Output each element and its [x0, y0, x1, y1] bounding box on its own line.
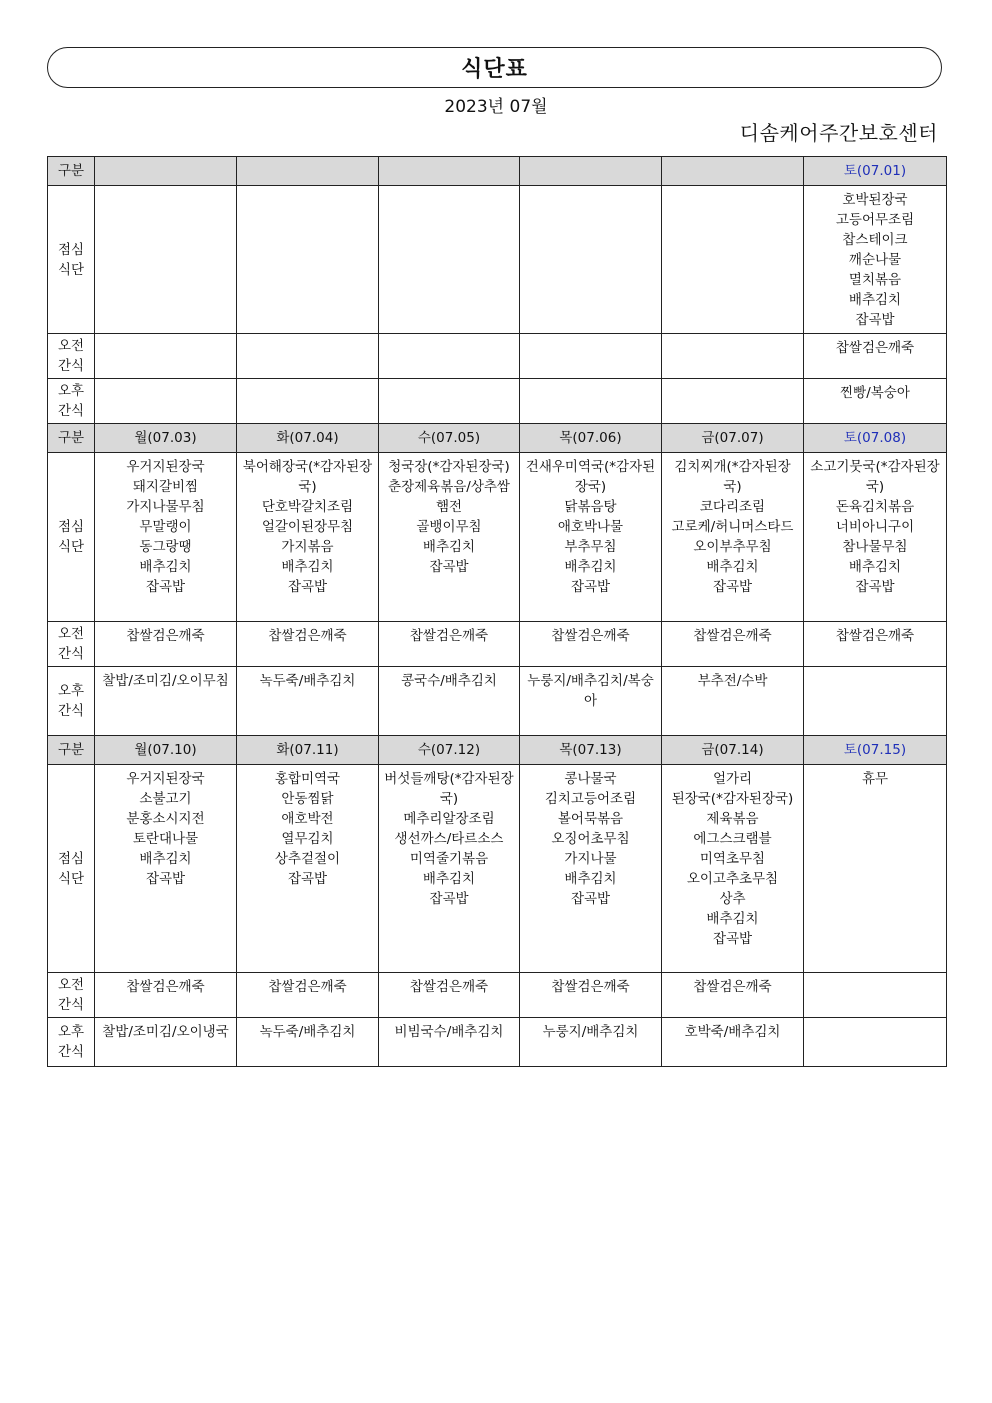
- snack-text: [662, 334, 803, 340]
- row-label-pm-snack: 오후 간식: [48, 667, 95, 736]
- pm-snack-cell: [662, 667, 804, 736]
- day-header: 금(07.07): [662, 424, 804, 453]
- am-snack-cell: [804, 622, 947, 667]
- menu-item: 북어해장국(*감자된장국): [242, 459, 373, 495]
- menu-item: 호박된장국: [842, 192, 908, 208]
- snack-text: 찹쌀검은깨죽: [409, 628, 489, 644]
- day-header: [520, 157, 662, 186]
- pm-snack-cell: [520, 1018, 662, 1067]
- lunch-cell: [662, 186, 804, 334]
- snack-text: 찰밥/조미김/오이냉국: [102, 1024, 229, 1040]
- snack-text: 비빔국수/배추김치: [394, 1024, 504, 1040]
- pm-snack-cell: [379, 1018, 520, 1067]
- week-header-row: [48, 424, 947, 453]
- lunch-cell: [379, 453, 520, 622]
- pm-snack-cell: [520, 379, 662, 424]
- menu-item: 상추: [719, 891, 746, 907]
- am-snack-cell: [662, 622, 804, 667]
- day-header: 목(07.06): [520, 424, 662, 453]
- pm-snack-cell: [237, 379, 379, 424]
- snack-text: [804, 973, 946, 979]
- menu-item: 깨순나물: [848, 252, 902, 268]
- menu-item: 잡곡밥: [145, 871, 186, 887]
- menu-item: 멸치볶음: [848, 272, 902, 288]
- menu-item: 잡곡밥: [855, 579, 895, 595]
- pm-snack-cell: [237, 667, 379, 736]
- menu-item: 찹스테이크: [842, 232, 908, 248]
- menu-item: 햄전: [435, 499, 463, 515]
- lunch-cell: [804, 453, 947, 622]
- menu-item: 고등어무조림: [835, 212, 915, 228]
- pm-snack-cell: [804, 667, 947, 736]
- day-header: 토(07.08): [804, 424, 947, 453]
- week-header-row: [48, 736, 947, 765]
- menu-item: 가지볶음: [281, 539, 334, 555]
- row-label-header: 구분: [48, 157, 95, 186]
- snack-text: 부추전/수박: [697, 673, 768, 689]
- menu-item: 미역줄기볶음: [409, 851, 489, 867]
- am-snack-cell: [379, 973, 520, 1018]
- pm-snack-cell: [379, 667, 520, 736]
- lunch-cell: [520, 765, 662, 973]
- am-snack-cell: [520, 622, 662, 667]
- pm-snack-cell: [804, 1018, 947, 1067]
- am-snack-cell: [95, 973, 237, 1018]
- snack-text: 찰밥/조미김/오이무침: [102, 673, 229, 689]
- snack-text: 찹쌀검은깨죽: [693, 979, 772, 995]
- lunch-cell: [95, 186, 237, 334]
- row-label-am-snack: 오전 간식: [48, 622, 95, 667]
- snack-text: 찹쌀검은깨죽: [551, 979, 630, 995]
- menu-item: 무말랭이: [139, 519, 192, 535]
- day-header: 화(07.11): [237, 736, 379, 765]
- am-snack-cell: [804, 973, 947, 1018]
- lunch-cell: [237, 186, 379, 334]
- day-header: [237, 157, 379, 186]
- snack-text: 찹쌀검은깨죽: [409, 979, 489, 995]
- am-snack-cell: [95, 334, 237, 379]
- menu-item: 휴무: [861, 771, 889, 787]
- am-snack-row: [48, 334, 947, 379]
- snack-text: [237, 379, 378, 385]
- snack-text: [95, 379, 236, 385]
- snack-text: 호박죽/배추김치: [684, 1024, 781, 1040]
- row-label-header: 구분: [48, 736, 95, 765]
- snack-text: 녹두죽/배추김치: [259, 673, 356, 689]
- center-name: 디솜케어주간보호센터: [739, 121, 938, 145]
- menu-item: 잡곡밥: [570, 579, 611, 595]
- menu-item: 돈육김치볶음: [835, 499, 915, 515]
- menu-item: 애호박전: [281, 811, 334, 827]
- menu-item: 에그스크램블: [693, 831, 772, 847]
- menu-item: 잡곡밥: [570, 891, 611, 907]
- am-snack-cell: [237, 622, 379, 667]
- row-label-am-snack: 오전 간식: [48, 334, 95, 379]
- pm-snack-cell: [804, 379, 947, 424]
- menu-item: 부추무침: [564, 539, 617, 555]
- snack-text: 찹쌀검은깨죽: [268, 979, 347, 995]
- menu-table: [47, 156, 947, 1067]
- menu-item: 춘장제육볶음/상추쌈: [388, 479, 510, 495]
- day-header: 목(07.13): [520, 736, 662, 765]
- menu-item: 김치찌개(*감자된장국): [674, 459, 791, 495]
- snack-text: [520, 379, 661, 385]
- menu-item: 닭볶음탕: [564, 499, 617, 515]
- pm-snack-cell: [95, 379, 237, 424]
- menu-item: 가지나물무침: [126, 499, 205, 515]
- menu-item: 배추김치: [139, 559, 192, 575]
- menu-item: 애호박나물: [557, 519, 624, 535]
- lunch-cell: [662, 765, 804, 973]
- menu-item: 참나물무침: [842, 539, 908, 555]
- day-header: 화(07.04): [237, 424, 379, 453]
- snack-text: 찹쌀검은깨죽: [551, 628, 630, 644]
- am-snack-cell: [237, 334, 379, 379]
- am-snack-cell: [662, 334, 804, 379]
- snack-text: [804, 1018, 946, 1024]
- menu-item: 배추김치: [281, 559, 334, 575]
- lunch-cell: [95, 765, 237, 973]
- pm-snack-cell: [237, 1018, 379, 1067]
- row-label-lunch: 점심 식단: [48, 453, 95, 622]
- day-header: 월(07.10): [95, 736, 237, 765]
- menu-item: 제육볶음: [706, 811, 759, 827]
- menu-item: 안동찜닭: [281, 791, 334, 807]
- snack-text: 누룽지/배추김치: [542, 1024, 639, 1040]
- menu-item: 배추김치: [564, 559, 617, 575]
- title-box: [47, 47, 942, 88]
- menu-item: 콩나물국: [564, 771, 617, 787]
- lunch-cell: [662, 453, 804, 622]
- snack-text: 찹쌀검은깨죽: [693, 628, 772, 644]
- lunch-cell: [520, 453, 662, 622]
- menu-item: 코다리조림: [699, 499, 766, 515]
- row-label-pm-snack: 오후 간식: [48, 379, 95, 424]
- menu-item: 고로케/허니머스타드: [671, 519, 794, 535]
- menu-item: 배추김치: [706, 559, 759, 575]
- lunch-cell: [804, 765, 947, 973]
- day-header: [662, 157, 804, 186]
- menu-item: 볼어묵볶음: [557, 811, 624, 827]
- menu-item: 건새우미역국(*감자된장국): [525, 459, 656, 495]
- day-header: 토(07.15): [804, 736, 947, 765]
- menu-item: 버섯들깨탕(*감자된장국): [384, 771, 514, 807]
- snack-text: [520, 334, 661, 340]
- snack-text: 찹쌀검은깨죽: [835, 340, 915, 356]
- pm-snack-cell: [379, 379, 520, 424]
- menu-item: 소불고기: [139, 791, 192, 807]
- menu-item: 단호박갈치조림: [261, 499, 354, 515]
- menu-item: 동그랑땡: [139, 539, 192, 555]
- day-header: 수(07.05): [379, 424, 520, 453]
- pm-snack-cell: [95, 1018, 237, 1067]
- page-title: 식단표: [461, 57, 528, 82]
- am-snack-row: [48, 622, 947, 667]
- menu-item: 오징어초무침: [551, 831, 630, 847]
- week-header-row: [48, 157, 947, 186]
- am-snack-cell: [237, 973, 379, 1018]
- menu-item: 배추김치: [848, 292, 902, 308]
- menu-item: 배추김치: [139, 851, 192, 867]
- menu-item: 생선까스/타르소스: [394, 831, 504, 847]
- menu-item: 김치고등어조림: [544, 791, 637, 807]
- day-header: 토(07.01): [804, 157, 947, 186]
- lunch-cell: [804, 186, 947, 334]
- pm-snack-row: [48, 667, 947, 736]
- snack-text: [379, 379, 519, 385]
- am-snack-cell: [95, 622, 237, 667]
- menu-item: 열무김치: [281, 831, 334, 847]
- menu-item: 홍합미역국: [274, 771, 341, 787]
- menu-item: 분홍소시지전: [126, 811, 205, 827]
- snack-text: 녹두죽/배추김치: [259, 1024, 356, 1040]
- menu-item: 배추김치: [848, 559, 902, 575]
- snack-text: 찹쌀검은깨죽: [835, 628, 915, 644]
- snack-text: 찹쌀검은깨죽: [126, 979, 205, 995]
- menu-item: 된장국(*감자된장국): [671, 791, 794, 807]
- menu-item: 배추김치: [706, 911, 759, 927]
- menu-item: 청국장(*감자된장국): [388, 459, 510, 475]
- menu-item: 우거지된장국: [126, 771, 205, 787]
- lunch-row: [48, 186, 947, 334]
- menu-item: 잡곡밥: [287, 871, 328, 887]
- am-snack-row: [48, 973, 947, 1018]
- menu-item: 미역초무침: [699, 851, 766, 867]
- menu-item: 배추김치: [422, 539, 476, 555]
- menu-item: 잡곡밥: [429, 559, 469, 575]
- snack-text: 찐빵/복숭아: [840, 385, 910, 401]
- menu-item: 얼갈이된장무침: [261, 519, 354, 535]
- snack-text: [237, 334, 378, 340]
- am-snack-cell: [520, 334, 662, 379]
- menu-item: 가지나물: [564, 851, 617, 867]
- am-snack-cell: [804, 334, 947, 379]
- day-header: 금(07.14): [662, 736, 804, 765]
- menu-item: 소고기뭇국(*감자된장국): [810, 459, 940, 495]
- lunch-cell: [520, 186, 662, 334]
- lunch-cell: [379, 186, 520, 334]
- snack-text: [95, 334, 236, 340]
- menu-item: 돼지갈비찜: [132, 479, 199, 495]
- menu-item: 잡곡밥: [855, 312, 895, 328]
- menu-item: 너비아니구이: [835, 519, 915, 535]
- row-label-pm-snack: 오후 간식: [48, 1018, 95, 1067]
- lunch-cell: [237, 453, 379, 622]
- menu-item: 메추리알장조림: [403, 811, 495, 827]
- lunch-row: [48, 453, 947, 622]
- menu-item: 잡곡밥: [712, 931, 753, 947]
- month-label: 2023년 07월: [444, 97, 548, 117]
- pm-snack-row: [48, 1018, 947, 1067]
- day-header: [95, 157, 237, 186]
- lunch-row: [48, 765, 947, 973]
- menu-item: 배추김치: [564, 871, 617, 887]
- menu-item: 토란대나물: [132, 831, 199, 847]
- snack-text: 찹쌀검은깨죽: [268, 628, 347, 644]
- day-header: 수(07.12): [379, 736, 520, 765]
- day-header: [379, 157, 520, 186]
- am-snack-cell: [379, 622, 520, 667]
- menu-item: 잡곡밥: [712, 579, 753, 595]
- lunch-cell: [237, 765, 379, 973]
- menu-item: 오이부추무침: [693, 539, 772, 555]
- row-label-lunch: 점심 식단: [48, 765, 95, 973]
- menu-item: 얼가리: [712, 771, 753, 787]
- am-snack-cell: [520, 973, 662, 1018]
- pm-snack-cell: [662, 1018, 804, 1067]
- pm-snack-cell: [520, 667, 662, 736]
- menu-item: 배추김치: [422, 871, 476, 887]
- menu-item: 우거지된장국: [126, 459, 205, 475]
- snack-text: 찹쌀검은깨죽: [126, 628, 205, 644]
- menu-item: 잡곡밥: [287, 579, 328, 595]
- menu-item: 상추겉절이: [274, 851, 341, 867]
- row-label-am-snack: 오전 간식: [48, 973, 95, 1018]
- menu-item: 잡곡밥: [429, 891, 469, 907]
- am-snack-cell: [662, 973, 804, 1018]
- snack-text: 콩국수/배추김치: [401, 673, 497, 689]
- menu-item: 잡곡밥: [145, 579, 186, 595]
- menu-item: 골뱅이무침: [416, 519, 482, 535]
- row-label-lunch: 점심 식단: [48, 186, 95, 334]
- row-label-header: 구분: [48, 424, 95, 453]
- day-header: 월(07.03): [95, 424, 237, 453]
- pm-snack-cell: [95, 667, 237, 736]
- snack-text: [804, 667, 946, 673]
- snack-text: 누룽지/배추김치/복숭아: [527, 673, 654, 709]
- snack-text: [379, 334, 519, 340]
- menu-item: 오이고추초무침: [686, 871, 779, 887]
- lunch-cell: [95, 453, 237, 622]
- snack-text: [662, 379, 803, 385]
- pm-snack-row: [48, 379, 947, 424]
- lunch-cell: [379, 765, 520, 973]
- pm-snack-cell: [662, 379, 804, 424]
- am-snack-cell: [379, 334, 520, 379]
